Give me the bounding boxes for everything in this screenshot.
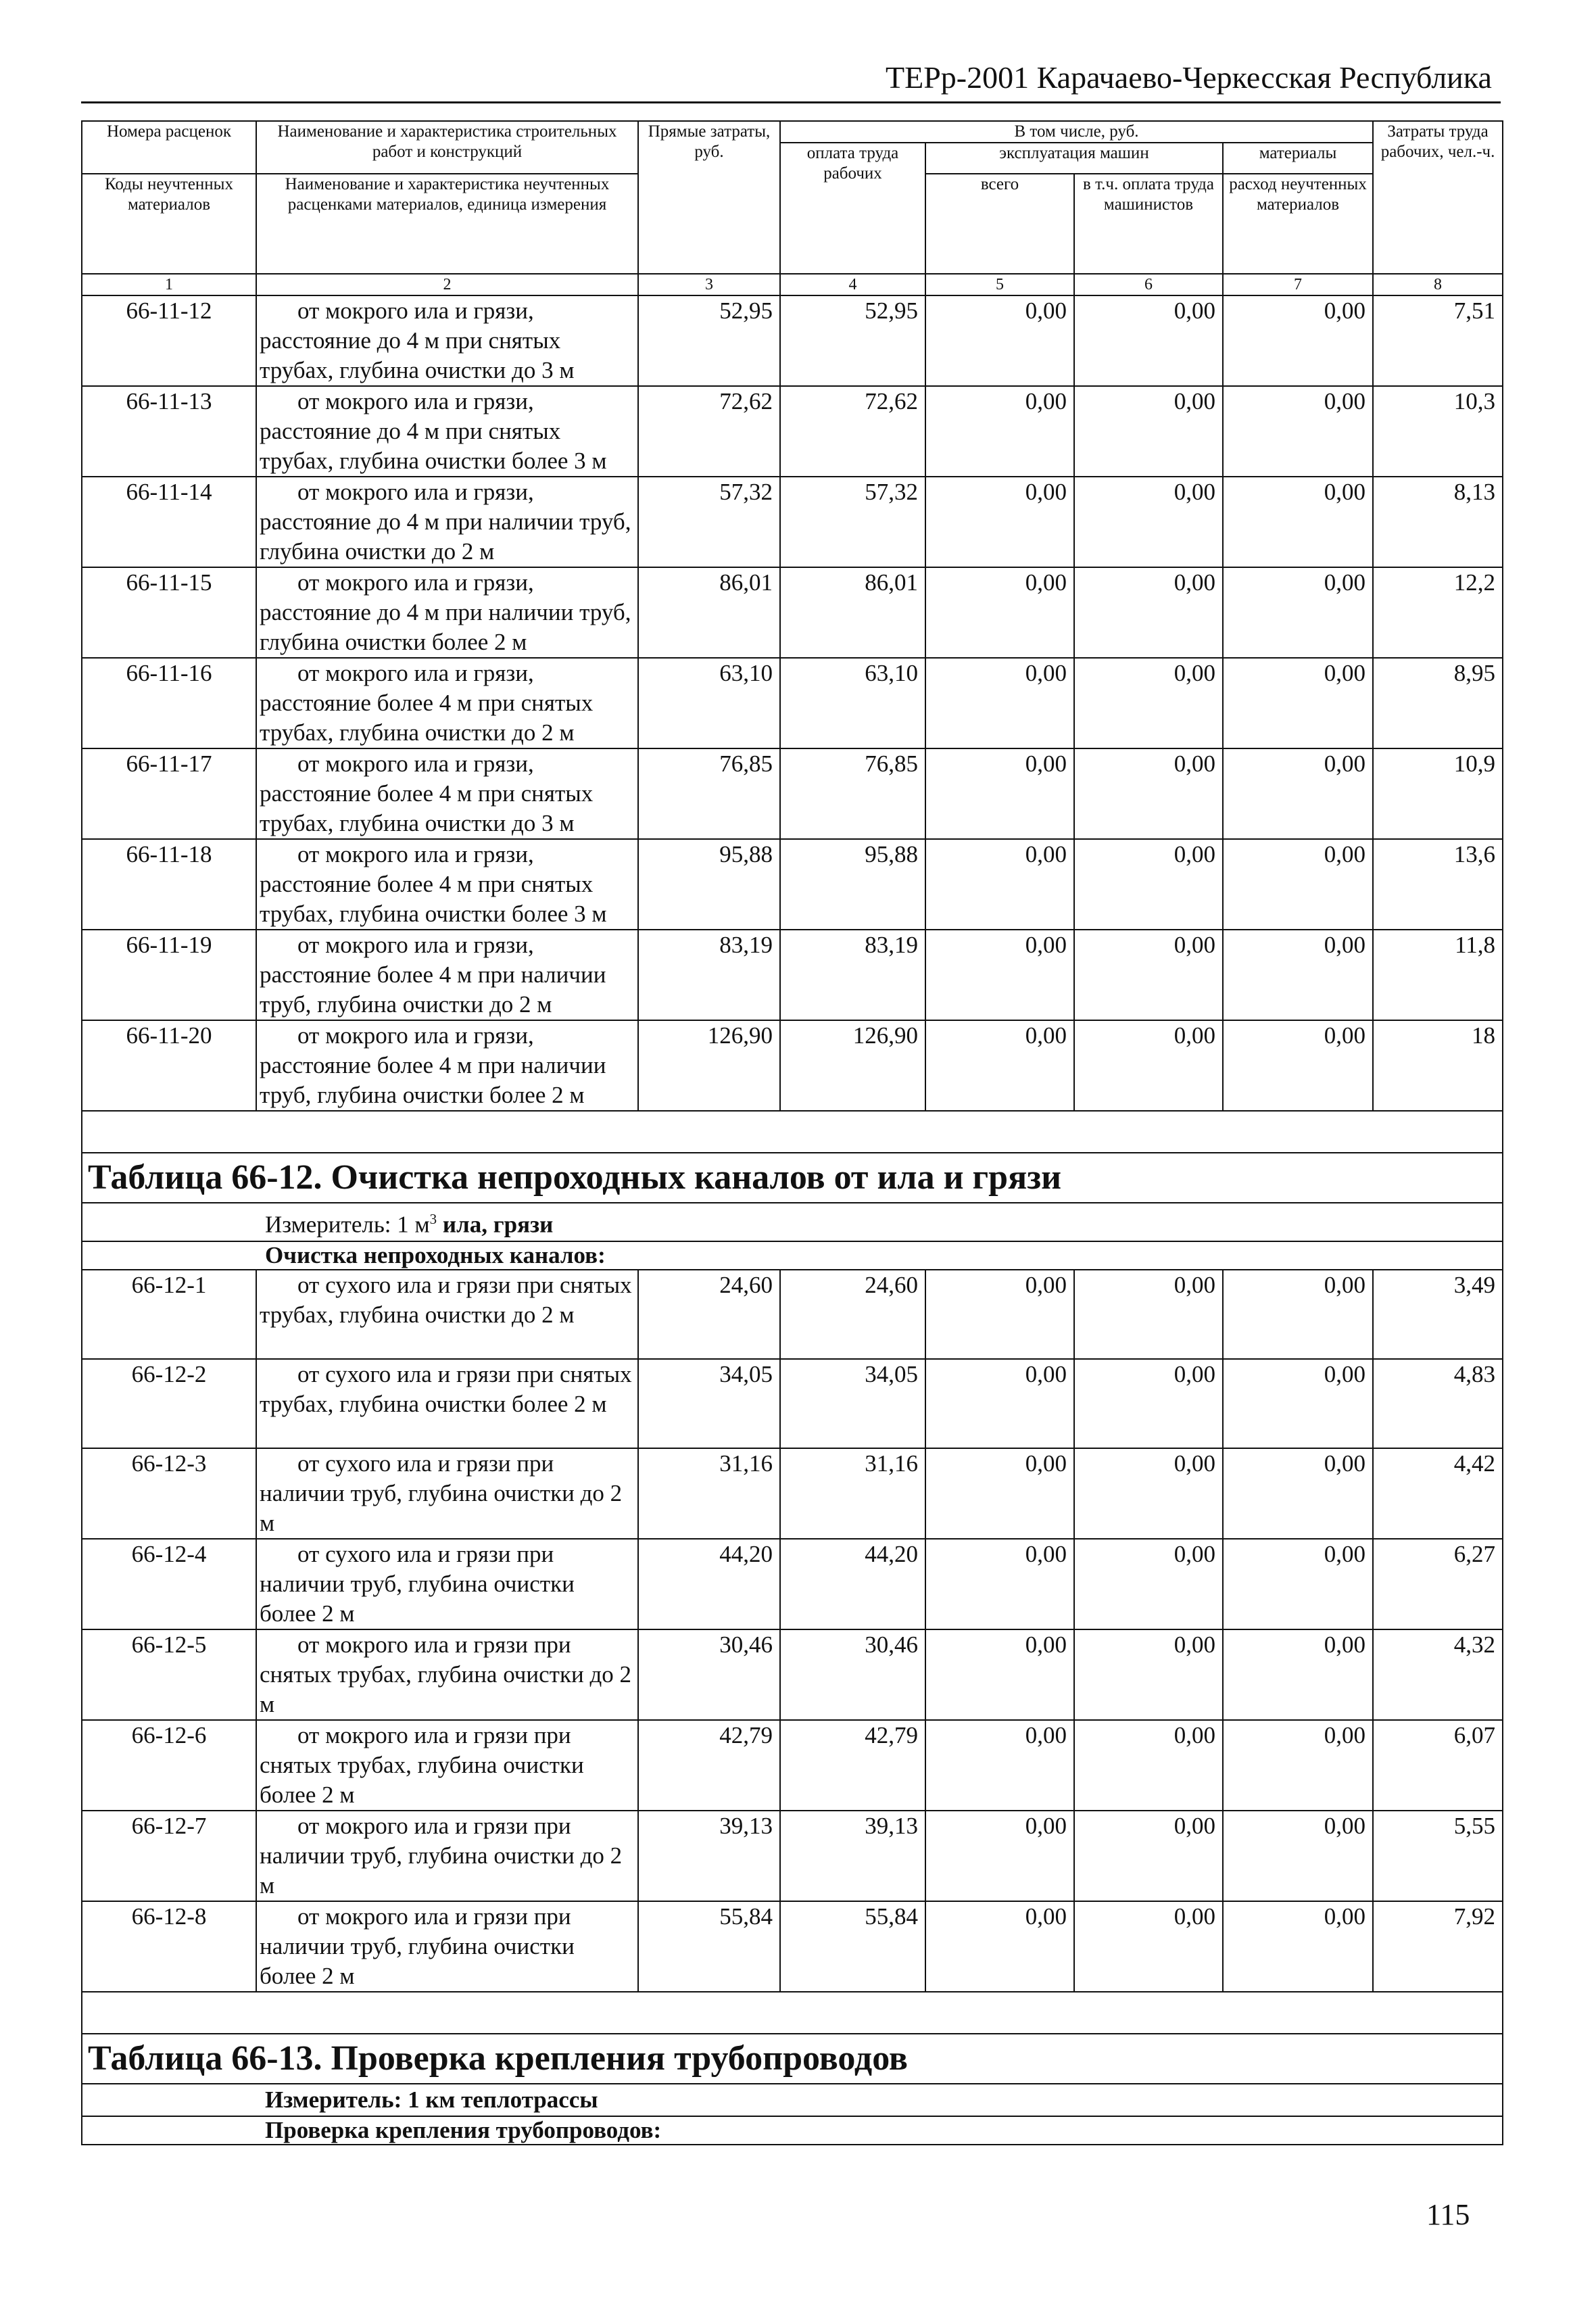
labor-hours: 8,95 [1373,658,1503,748]
rate-description: от мокрого ила и грязи при наличии труб, глубина очистки до 2 м [256,1811,638,1901]
labor-hours: 10,3 [1373,386,1503,477]
rate-description: от мокрого ила и грязи, расстояние более 4 м при снятых трубах, глубина очистки до 2 м [256,658,638,748]
rate-description: от мокрого ила и грязи при снятых трубах, глубина очистки более 2 м [256,1720,638,1811]
direct-costs: 55,84 [638,1901,780,1992]
labor-hours: 3,49 [1373,1270,1503,1359]
table-row [82,386,1503,477]
labor-hours: 10,9 [1373,748,1503,839]
material-costs: 0,00 [1223,1359,1373,1448]
rate-code: 66-11-20 [82,1020,256,1111]
machine-costs: 0,00 [925,930,1074,1020]
machinist-pay: 0,00 [1074,295,1223,386]
col-header-machine-operation: эксплуатация машин [925,143,1223,174]
rate-code: 66-11-19 [82,930,256,1020]
table-row [82,1811,1503,1901]
machine-costs: 0,00 [925,1811,1074,1901]
machine-costs: 0,00 [925,1629,1074,1720]
rate-code: 66-11-15 [82,567,256,658]
table-row [82,1448,1503,1539]
rate-description: от сухого ила и грязи при наличии труб, глубина очистки более 2 м [256,1539,638,1629]
machine-costs: 0,00 [925,567,1074,658]
table-row [82,1720,1503,1811]
rate-code: 66-12-1 [82,1270,256,1359]
machinist-pay: 0,00 [1074,477,1223,567]
machinist-pay: 0,00 [1074,658,1223,748]
col-header-machinist-pay: в т.ч. оплата труда машинистов [1074,174,1223,274]
col-header-machines-total: всего [925,174,1074,274]
machinist-pay: 0,00 [1074,839,1223,930]
material-costs: 0,00 [1223,839,1373,930]
direct-costs: 24,60 [638,1270,780,1359]
col-number: 2 [256,274,638,295]
labor-hours: 4,42 [1373,1448,1503,1539]
direct-costs: 42,79 [638,1720,780,1811]
labor-hours: 12,2 [1373,567,1503,658]
machinist-pay: 0,00 [1074,930,1223,1020]
rate-description: от мокрого ила и грязи, расстояние до 4 м при наличии труб, глубина очистки до 2 м [256,477,638,567]
rate-code: 66-12-6 [82,1720,256,1811]
machinist-pay: 0,00 [1074,1901,1223,1992]
col-number: 6 [1074,274,1223,295]
labor-hours: 4,83 [1373,1359,1503,1448]
table-row [82,1359,1503,1448]
machine-costs: 0,00 [925,1020,1074,1111]
worker-pay: 55,84 [780,1901,925,1992]
spacer [82,1111,1503,1153]
rate-description: от мокрого ила и грязи, расстояние более 4 м при наличии труб, глубина очистки более 2 м [256,1020,638,1111]
rate-description: от мокрого ила и грязи, расстояние более 4 м при снятых трубах, глубина очистки более 3 м [256,839,638,930]
rates-table [81,120,1503,2145]
rate-code: 66-11-13 [82,386,256,477]
material-costs: 0,00 [1223,748,1373,839]
direct-costs: 34,05 [638,1359,780,1448]
direct-costs: 30,46 [638,1629,780,1720]
machinist-pay: 0,00 [1074,567,1223,658]
col-header-material-codes: Коды неучтенных материалов [82,174,256,274]
rate-code: 66-11-16 [82,658,256,748]
labor-hours: 4,32 [1373,1629,1503,1720]
direct-costs: 86,01 [638,567,780,658]
table-row [82,1629,1503,1720]
machinist-pay: 0,00 [1074,386,1223,477]
direct-costs: 126,90 [638,1020,780,1111]
rate-description: от сухого ила и грязи при снятых трубах, глубина очистки более 2 м [256,1359,638,1448]
rate-description: от мокрого ила и грязи, расстояние более 4 м при снятых трубах, глубина очистки до 3 м [256,748,638,839]
direct-costs: 83,19 [638,930,780,1020]
material-costs: 0,00 [1223,1811,1373,1901]
section-66-12: Очистка непроходных каналов: [82,1241,1503,1270]
rate-code: 66-12-8 [82,1901,256,1992]
direct-costs: 72,62 [638,386,780,477]
col-header-materials: материалы [1223,143,1373,174]
page-number: 115 [1426,2198,1470,2231]
worker-pay: 52,95 [780,295,925,386]
material-costs: 0,00 [1223,1901,1373,1992]
worker-pay: 44,20 [780,1539,925,1629]
direct-costs: 63,10 [638,658,780,748]
machinist-pay: 0,00 [1074,748,1223,839]
table-row [82,295,1503,386]
worker-pay: 83,19 [780,930,925,1020]
worker-pay: 24,60 [780,1270,925,1359]
table-row [82,839,1503,930]
machine-costs: 0,00 [925,658,1074,748]
machine-costs: 0,00 [925,1539,1074,1629]
worker-pay: 72,62 [780,386,925,477]
machinist-pay: 0,00 [1074,1270,1223,1359]
direct-costs: 57,32 [638,477,780,567]
table-row [82,567,1503,658]
col-number: 5 [925,274,1074,295]
rates-table-wrapper [81,120,1502,2145]
table-row [82,1020,1503,1111]
rate-description: от мокрого ила и грязи, расстояние более 4 м при наличии труб, глубина очистки до 2 м [256,930,638,1020]
material-costs: 0,00 [1223,1448,1373,1539]
table-row [82,930,1503,1020]
worker-pay: 63,10 [780,658,925,748]
table-title-66-12: Таблица 66-12. Очистка непроходных каналов от ила и грязи [82,1153,1503,1203]
col-number: 1 [82,274,256,295]
labor-hours: 6,07 [1373,1720,1503,1811]
table-title-66-13: Таблица 66-13. Проверка крепления трубопроводов [82,2034,1503,2084]
machine-costs: 0,00 [925,1270,1074,1359]
header-rule [81,101,1501,103]
col-header-labor-hours: Затраты труда рабочих, чел.-ч. [1373,121,1503,274]
worker-pay: 34,05 [780,1359,925,1448]
rate-code: 66-11-12 [82,295,256,386]
rate-code: 66-12-5 [82,1629,256,1720]
material-costs: 0,00 [1223,658,1373,748]
rate-code: 66-11-18 [82,839,256,930]
col-number: 3 [638,274,780,295]
direct-costs: 76,85 [638,748,780,839]
direct-costs: 44,20 [638,1539,780,1629]
labor-hours: 7,51 [1373,295,1503,386]
machine-costs: 0,00 [925,839,1074,930]
material-costs: 0,00 [1223,1720,1373,1811]
machine-costs: 0,00 [925,748,1074,839]
worker-pay: 126,90 [780,1020,925,1111]
material-costs: 0,00 [1223,930,1373,1020]
table-row [82,658,1503,748]
worker-pay: 39,13 [780,1811,925,1901]
material-costs: 0,00 [1223,1020,1373,1111]
machine-costs: 0,00 [925,386,1074,477]
table-row [82,748,1503,839]
col-number: 8 [1373,274,1503,295]
rate-code: 66-11-14 [82,477,256,567]
material-costs: 0,00 [1223,1629,1373,1720]
rate-code: 66-12-2 [82,1359,256,1448]
col-number: 4 [780,274,925,295]
worker-pay: 95,88 [780,839,925,930]
col-number: 7 [1223,274,1373,295]
table-row [82,1539,1503,1629]
rate-description: от мокрого ила и грязи, расстояние до 4 м при снятых трубах, глубина очистки до 3 м [256,295,638,386]
spacer [82,1992,1503,2034]
measure-66-13: Измеритель: 1 км теплотрассы [82,2084,1503,2116]
table-row [82,1270,1503,1359]
col-header-material-names: Наименование и характеристика неучтенных расценками материалов, единица измерения [256,174,638,274]
material-costs: 0,00 [1223,477,1373,567]
direct-costs: 95,88 [638,839,780,930]
col-header-work-name: Наименование и характеристика строительных работ и конструкций [256,121,638,174]
col-header-rate-number: Номера расценок [82,121,256,174]
labor-hours: 6,27 [1373,1539,1503,1629]
measure-66-12: Измеритель: 1 $м^3$ ила, грязи [82,1203,1503,1241]
machinist-pay: 0,00 [1074,1359,1223,1448]
section-66-13: Проверка крепления трубопроводов: [82,2116,1503,2145]
table-row [82,1901,1503,1992]
machine-costs: 0,00 [925,1359,1074,1448]
rate-description: от мокрого ила и грязи при наличии труб, глубина очистки более 2 м [256,1901,638,1992]
table-row [82,477,1503,567]
worker-pay: 86,01 [780,567,925,658]
rate-code: 66-12-4 [82,1539,256,1629]
material-costs: 0,00 [1223,386,1373,477]
col-header-worker-pay: оплата труда рабочих [780,143,925,274]
col-header-unaccounted-materials: расход неучтенных материалов [1223,174,1373,274]
material-costs: 0,00 [1223,1270,1373,1359]
direct-costs: 39,13 [638,1811,780,1901]
labor-hours: 18 [1373,1020,1503,1111]
machinist-pay: 0,00 [1074,1629,1223,1720]
machinist-pay: 0,00 [1074,1020,1223,1111]
rate-description: от мокрого ила и грязи при снятых трубах, глубина очистки до 2 м [256,1629,638,1720]
col-header-including: В том числе, руб. [780,121,1373,143]
labor-hours: 8,13 [1373,477,1503,567]
direct-costs: 31,16 [638,1448,780,1539]
col-header-direct-costs: Прямые затраты, руб. [638,121,780,274]
material-costs: 0,00 [1223,295,1373,386]
machine-costs: 0,00 [925,1901,1074,1992]
machine-costs: 0,00 [925,477,1074,567]
labor-hours: 11,8 [1373,930,1503,1020]
running-header: ТЕРр-2001 Карачаево-Черкесская Республика [886,60,1492,95]
worker-pay: 76,85 [780,748,925,839]
machinist-pay: 0,00 [1074,1811,1223,1901]
labor-hours: 5,55 [1373,1811,1503,1901]
rate-description: от сухого ила и грязи при снятых трубах, глубина очистки до 2 м [256,1270,638,1359]
machinist-pay: 0,00 [1074,1448,1223,1539]
material-costs: 0,00 [1223,567,1373,658]
labor-hours: 13,6 [1373,839,1503,930]
rate-description: от сухого ила и грязи при наличии труб, глубина очистки до 2 м [256,1448,638,1539]
worker-pay: 57,32 [780,477,925,567]
machine-costs: 0,00 [925,1720,1074,1811]
rate-description: от мокрого ила и грязи, расстояние до 4 м при снятых трубах, глубина очистки более 3 м [256,386,638,477]
worker-pay: 30,46 [780,1629,925,1720]
direct-costs: 52,95 [638,295,780,386]
rate-code: 66-12-7 [82,1811,256,1901]
rate-description: от мокрого ила и грязи, расстояние до 4 м при наличии труб, глубина очистки более 2 м [256,567,638,658]
rate-code: 66-12-3 [82,1448,256,1539]
worker-pay: 31,16 [780,1448,925,1539]
machinist-pay: 0,00 [1074,1539,1223,1629]
machinist-pay: 0,00 [1074,1720,1223,1811]
rate-code: 66-11-17 [82,748,256,839]
machine-costs: 0,00 [925,1448,1074,1539]
material-costs: 0,00 [1223,1539,1373,1629]
machine-costs: 0,00 [925,295,1074,386]
labor-hours: 7,92 [1373,1901,1503,1992]
worker-pay: 42,79 [780,1720,925,1811]
